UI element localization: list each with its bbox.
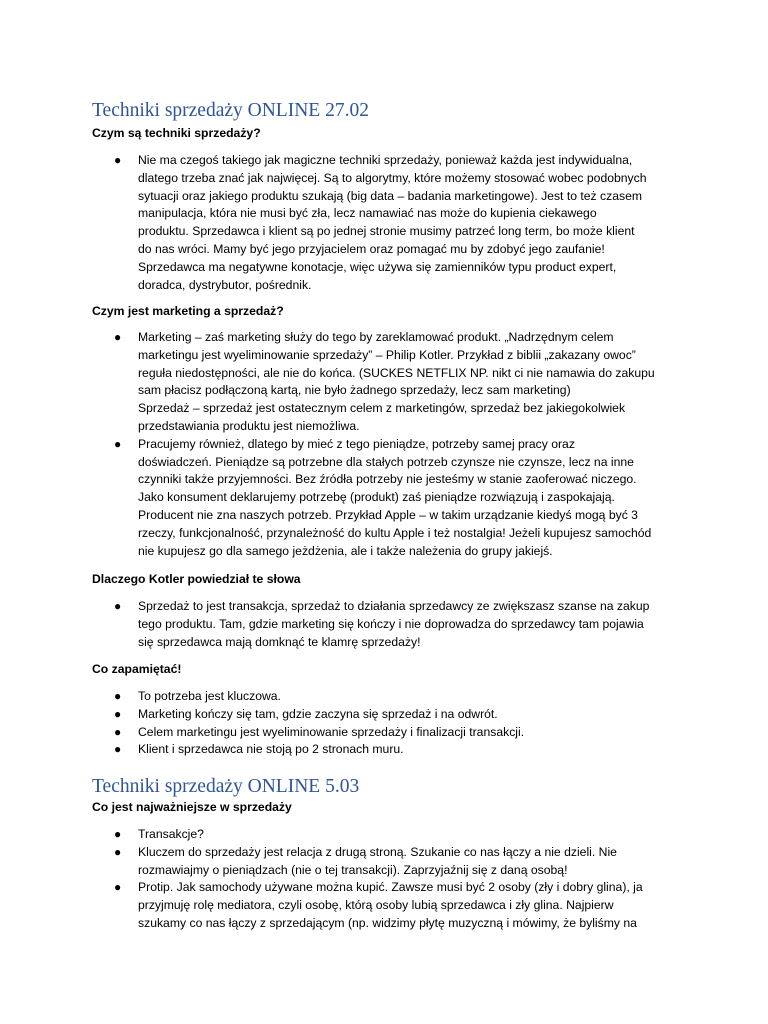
list-item	[0, 329, 768, 436]
bullet-list-remember	[0, 688, 768, 759]
text-line: dlatego trzeba znać jak najwięcej. Są to algorytmy, które możemy stosować wobec podobnych	[138, 170, 647, 185]
text-line: doświadczeń. Pieniądze są potrzebne dla stałych potrzeb czynsze nie czynsze, lecz na inne	[138, 454, 634, 469]
bullet-icon: ●	[114, 330, 122, 344]
text-line: produktu. Sprzedawca i klient są po jednej stronie musimy patrzeć long term, bo może klient	[138, 224, 635, 239]
text-line: Celem marketingu jest wyeliminowanie sprzedaży i finalizacji transakcji.	[138, 724, 525, 739]
heading-what-are-techniques: Czym są techniki sprzedaży?	[92, 126, 261, 140]
text-line: tego produktu. Tam, gdzie marketing się kończy i nie doprowadza do sprzedawcy tam pojawia	[138, 616, 644, 631]
text-line: To potrzeba jest kluczowa.	[138, 689, 281, 703]
bullet-icon: ●	[114, 706, 122, 721]
list-item	[0, 879, 768, 932]
text-line: nie kupujesz go dla samego jeżdżenia, ale i także należenia do grupy jakiejś.	[138, 543, 553, 558]
bullet-list-marketing	[0, 329, 768, 560]
text-line: szukamy co nas łączy z sprzedającym (np. widzimy płytę muzyczną i mówimy, że byliśmy na	[138, 915, 637, 930]
text-line: manipulacja, która nie musi być zła, lecz namawiać nas może do kupienia ciekawego	[138, 206, 597, 221]
text-line: Sprzedaż – sprzedaż jest ostatecznym celem z marketingów, sprzedaż bez jakiegokolwiek	[138, 401, 626, 416]
list-item	[0, 706, 768, 724]
text-line: Marketing kończy się tam, gdzie zaczyna się sprzedaż i na odwrót.	[138, 706, 498, 721]
heading-most-important: Co jest najważniejsze w sprzedaży	[92, 800, 292, 814]
text-line: czynniki także przyjemności. Bez źródła potrzeby nie jesteśmy w stanie zaoferować niczego.	[138, 472, 637, 487]
text-line: Pracujemy również, dlatego by mieć z tego pieniądze, potrzeby samej pracy oraz	[138, 436, 575, 451]
text-line: reguła niedostępności, ale nie do końca. (SUCKES NETFLIX NP. nikt ci nie namawia do zakupu	[138, 365, 655, 380]
text-line: Marketing – zaś marketing służy do tego by zareklamować produkt. „Nadrzędnym celem	[138, 330, 614, 344]
text-line: przedstawiania produktu jest niemożliwa.	[138, 418, 360, 433]
text-line: sam płacisz podłączoną kartą, nie było żadnego sprzedaży, lecz sam marketing)	[138, 383, 571, 398]
bullet-list-techniques	[0, 152, 768, 294]
text-line: Sprzedaż to jest transakcja, sprzedaż to działania sprzedawcy ze zwiększasz szanse na zakup	[138, 599, 650, 613]
text-line: Kluczem do sprzedaży jest relacja z drugą stroną. Szukanie co nas łączy a nie dzieli. Nie	[138, 844, 617, 859]
list-item	[0, 436, 768, 561]
heading-what-to-remember: Co zapamiętać!	[92, 662, 182, 676]
list-item	[0, 598, 768, 651]
section-title-27-02: Techniki sprzedaży ONLINE 27.02	[92, 100, 369, 121]
text-line: rozmawiajmy o pieniądzach (nie o tej transakcji). Zaprzyjaźnij się z daną osobą!	[138, 862, 568, 877]
heading-why-kotler: Dlaczego Kotler powiedział te słowa	[92, 572, 301, 586]
text-line: Protip. Jak samochody używane można kupić. Zawsze musi być 2 osoby (zły i dobry glina), ja	[138, 880, 643, 895]
text-line: Sprzedawca ma negatywne konotacje, więc używa się zamienników typu product expert,	[138, 259, 617, 274]
list-item	[0, 688, 768, 706]
section-title-5-03: Techniki sprzedaży ONLINE 5.03	[92, 776, 360, 797]
bullet-icon: ●	[114, 724, 122, 739]
bullet-icon: ●	[114, 689, 122, 703]
text-line: rzeczy, funkcjonalność, przynależność do kultu Apple i też nostalgia! Jeżeli kupujesz samochód	[138, 525, 652, 540]
text-line: do nas wróci. Mamy być jego przyjacielem oraz pomagać mu by zdobyć jego zaufanie!	[138, 241, 605, 256]
list-item	[0, 741, 768, 759]
text-line: Producent nie zna naszych potrzeb. Przykład Apple – w takim urządzanie kiedyś mogą być 3	[138, 507, 638, 522]
list-item	[0, 152, 768, 294]
bullet-icon: ●	[114, 742, 122, 757]
bullet-list-most-important	[0, 826, 768, 933]
bullet-icon: ●	[114, 880, 122, 895]
list-item	[0, 844, 768, 880]
text-line: się sprzedawca mają domknąć te klamrę sprzedaży!	[138, 634, 421, 649]
list-item	[0, 724, 768, 742]
bullet-icon: ●	[114, 827, 122, 841]
text-line: sytuacji oraz jakiego produktu szukają (big data – badania marketingowe). Jest to też czasem	[138, 188, 643, 203]
text-line: marketingu jest wyeliminowanie sprzedaży” – Philip Kotler. Przykład z biblii „zakazany owoc”	[138, 347, 636, 362]
bullet-icon: ●	[114, 436, 122, 451]
text-line: przyjmuję rolę mediatora, czyli osobę, którą osoby lubią sprzedawca i zły glina. Najpierw	[138, 898, 614, 913]
text-line: Transakcje?	[138, 827, 204, 841]
text-line: doradca, dystrybutor, pośrednik.	[138, 277, 312, 292]
bullet-icon: ●	[114, 153, 122, 167]
bullet-list-kotler	[0, 598, 768, 651]
text-line: Jako konsument deklarujemy potrzebę (produkt) zaś pieniądze rozwiązują i zaspokajają.	[138, 490, 615, 505]
heading-marketing-vs-sales: Czym jest marketing a sprzedaż?	[92, 304, 284, 318]
text-line: Nie ma czegoś takiego jak magiczne techniki sprzedaży, ponieważ każda jest indywidualna,	[138, 153, 633, 167]
text-line: Klient i sprzedawca nie stoją po 2 stronach muru.	[138, 742, 404, 757]
bullet-icon: ●	[114, 599, 122, 613]
list-item	[0, 826, 768, 844]
bullet-icon: ●	[114, 844, 122, 859]
